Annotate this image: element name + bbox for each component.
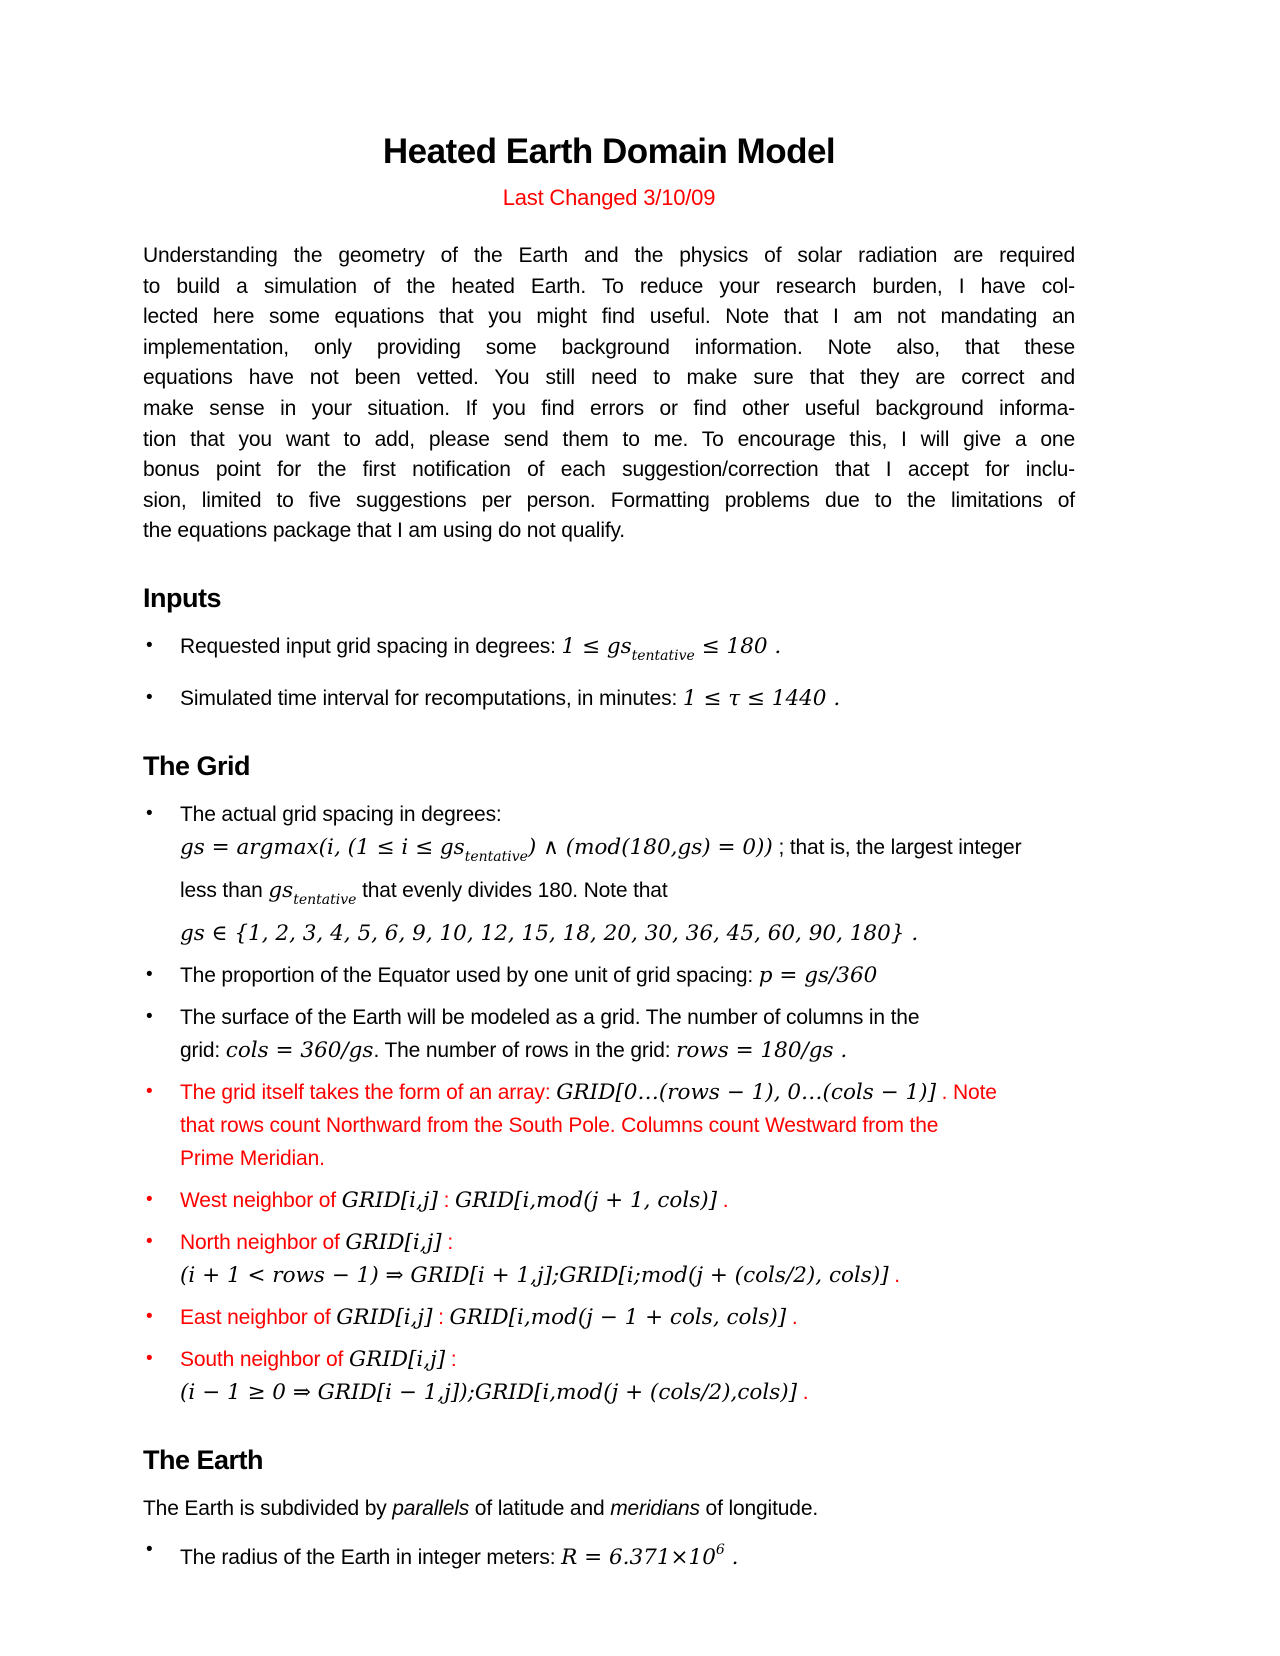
text-line — [180, 917, 1075, 950]
text-line — [143, 1492, 1075, 1525]
text-segment: less than — [180, 878, 269, 902]
text-segment: (i − 1 ≥ 0 ⇒ GRID[i − 1,j]);GRID[i,mod(j + (cols/2),cols)] — [180, 1379, 798, 1405]
bullet-icon: • — [146, 1305, 153, 1327]
bullet-icon: • — [146, 1230, 153, 1252]
text-segment: West neighbor of — [180, 1188, 342, 1212]
text-segment: ≤ 180 — [694, 633, 768, 659]
text-line — [180, 1184, 1075, 1217]
text-line — [180, 1001, 1075, 1034]
text-segment: GRID[0…(rows − 1), 0…(cols − 1)] — [556, 1079, 936, 1105]
bullet-item — [143, 798, 1075, 950]
text-segment: = — [204, 834, 237, 860]
text-segment: R — [561, 1544, 578, 1570]
text-line — [180, 1109, 1075, 1142]
text-segment: that evenly divides 180. Note that — [356, 878, 668, 902]
bullet-item — [143, 1076, 1075, 1175]
paragraph-line: equations have not been vetted. You still need to make sure that they are correct and — [143, 366, 1075, 390]
paragraph-line: to build a simulation of the heated Earth. To reduce your research burden, I have col- — [143, 274, 1075, 298]
text-segment: . — [833, 1037, 848, 1063]
sections-container — [143, 583, 1075, 1574]
paragraph-line: bonus point for the first notification of each suggestion/correction that I accept for inclu- — [143, 458, 1075, 482]
bullet-icon: • — [146, 1005, 153, 1027]
text-block — [143, 1492, 1075, 1525]
text-segment: The radius of the Earth in integer meters: — [180, 1545, 562, 1569]
text-segment: The Earth is subdivided by — [143, 1496, 393, 1520]
text-segment: meridians — [610, 1496, 700, 1520]
bullet-item — [143, 1226, 1075, 1292]
text-segment: Requested input grid spacing in degrees: — [180, 634, 562, 658]
text-segment: : — [437, 1188, 455, 1212]
section-heading: The Grid — [143, 750, 251, 781]
text-line — [180, 1376, 1075, 1409]
bullet-item — [143, 630, 1075, 673]
text-segment: gs — [180, 834, 205, 860]
text-segment: East neighbor of — [180, 1305, 337, 1329]
bullet-icon: • — [146, 1188, 153, 1210]
text-segment: argmax(i, (1 ≤ i ≤ gs — [236, 834, 465, 860]
text-segment: . — [904, 920, 919, 946]
text-segment: . — [888, 1263, 900, 1287]
bullet-icon: • — [146, 1538, 153, 1560]
text-segment: grid: — [180, 1038, 226, 1062]
text-segment: 1 ≤ gs — [561, 633, 632, 659]
bullet-item — [143, 1534, 1075, 1574]
text-segment: gs ∈ {1, 2, 3, 4, 5, 6, 9, 10, 12, 15, 18, 20, 30, 36, 45, 60, 90, 180} — [180, 920, 905, 946]
text-segment: gs — [268, 877, 294, 903]
section-heading: The Earth — [143, 1444, 264, 1475]
bullet-icon: • — [146, 802, 153, 824]
bullet-icon: • — [146, 1347, 153, 1369]
text-segment: : — [445, 1347, 457, 1371]
text-segment: parallels — [392, 1496, 470, 1520]
text-segment: 6.371×10 — [608, 1544, 716, 1570]
paragraph-line: lected here some equations that you might find useful. Note that I am not mandating an — [143, 305, 1075, 329]
text-segment: tentative — [464, 848, 528, 865]
text-segment: . — [767, 633, 782, 659]
text-line — [180, 1259, 1075, 1292]
text-segment: . — [797, 1380, 809, 1404]
text-segment: 6 — [715, 1541, 725, 1558]
text-line — [180, 1142, 1075, 1175]
document-title: Heated Earth Domain Model — [382, 132, 836, 171]
text-segment: . — [717, 1188, 729, 1212]
bullet-item — [143, 1343, 1075, 1409]
text-line — [180, 1076, 1075, 1109]
text-segment: 360/gs — [300, 1037, 374, 1063]
text-segment: : — [441, 1230, 454, 1254]
text-segment: gs/360 — [804, 962, 878, 988]
text-line — [180, 1534, 1075, 1574]
text-segment: . Note — [935, 1080, 997, 1104]
bullet-icon: • — [146, 634, 153, 656]
text-segment: that rows count Northward from the South Pole. Columns count Westward from the — [180, 1113, 939, 1137]
text-segment: tentative — [631, 647, 695, 664]
text-segment: ) ∧ (mod(180,gs) = 0)) — [527, 834, 773, 860]
text-line — [180, 1034, 1075, 1067]
text-segment: = — [577, 1544, 609, 1570]
bullet-item — [143, 682, 1075, 715]
text-segment: (i + 1 < rows − 1) ⇒ GRID[i + 1,j];GRID[i;mod(j + (cols/2), cols)] — [180, 1262, 889, 1288]
paragraph-line: the equations package that I am using do not qualify. — [143, 519, 625, 543]
text-segment: = — [728, 1037, 761, 1063]
paragraph-line: tion that you want to add, please send them to me. To encourage this, I will give a one — [143, 427, 1075, 451]
text-segment: GRID[i,j] — [348, 1346, 446, 1372]
text-segment: = — [268, 1037, 301, 1063]
bullet-item — [143, 959, 1075, 992]
bullet-item — [143, 1184, 1075, 1217]
text-segment: The proportion of the Equator used by one unit of grid spacing: — [180, 963, 759, 987]
intro-paragraph — [143, 241, 1075, 547]
text-segment: tentative — [293, 891, 357, 908]
paragraph-line: implementation, only providing some background information. Note also, that these — [143, 335, 1075, 359]
text-segment: . — [786, 1305, 798, 1329]
text-segment: = — [772, 962, 805, 988]
text-segment: cols — [225, 1037, 269, 1063]
paragraph-line: Understanding the geometry of the Earth and the physics of solar radiation are required — [143, 244, 1075, 267]
paragraph-line: sion, limited to five suggestions per person. Formatting problems due to the limitations of — [143, 488, 1075, 512]
text-segment: The surface of the Earth will be modeled as a grid. The number of columns in the — [180, 1005, 920, 1029]
text-segment: GRID[i,mod(j + 1, cols)] — [454, 1187, 718, 1213]
text-segment: : — [432, 1305, 450, 1329]
text-line — [180, 1343, 1075, 1376]
text-segment: . — [724, 1544, 739, 1570]
text-segment: rows — [676, 1037, 729, 1063]
text-segment: GRID[i,mod(j − 1 + cols, cols)] — [449, 1304, 787, 1330]
document-content — [143, 0, 1075, 1574]
text-segment: ; that is, the largest integer — [772, 835, 1022, 859]
text-segment: 1 ≤ τ ≤ 1440 — [682, 685, 827, 711]
section-blocks — [143, 1492, 1075, 1574]
bullet-icon: • — [146, 686, 153, 708]
section-blocks — [143, 630, 1075, 715]
text-line — [180, 798, 1075, 831]
paragraph-line: make sense in your situation. If you find errors or find other useful background informa- — [143, 396, 1075, 420]
text-segment: GRID[i,j] — [341, 1187, 438, 1213]
text-segment: South neighbor of — [180, 1347, 349, 1371]
bullet-icon: • — [146, 1080, 153, 1102]
text-segment: The grid itself takes the form of an array: — [180, 1080, 557, 1104]
bullet-icon: • — [146, 963, 153, 985]
section-blocks — [143, 798, 1075, 1409]
last-changed-date: Last Changed 3/10/09 — [502, 185, 716, 210]
text-segment: p — [758, 962, 773, 988]
text-line — [180, 1301, 1075, 1334]
text-segment: GRID[i,j] — [336, 1304, 433, 1330]
text-segment: . The number of rows in the grid: — [373, 1038, 677, 1062]
text-line — [180, 1226, 1075, 1259]
text-segment: GRID[i,j] — [345, 1229, 442, 1255]
text-segment: 180/gs — [760, 1037, 834, 1063]
text-line — [180, 874, 1075, 917]
text-segment: Prime Meridian. — [180, 1146, 325, 1170]
text-segment: . — [826, 685, 841, 711]
text-segment: Simulated time interval for recomputations, in minutes: — [180, 686, 683, 710]
bullet-item — [143, 1001, 1075, 1067]
text-line — [180, 959, 1075, 992]
text-line — [180, 630, 1075, 673]
text-segment: The actual grid spacing in degrees: — [180, 802, 502, 826]
text-segment: North neighbor of — [180, 1230, 346, 1254]
text-line — [180, 682, 1075, 715]
text-line — [180, 831, 1075, 874]
text-segment: of latitude and — [469, 1496, 611, 1520]
bullet-item — [143, 1301, 1075, 1334]
text-segment: of longitude. — [699, 1496, 819, 1520]
section-heading: Inputs — [143, 582, 221, 613]
